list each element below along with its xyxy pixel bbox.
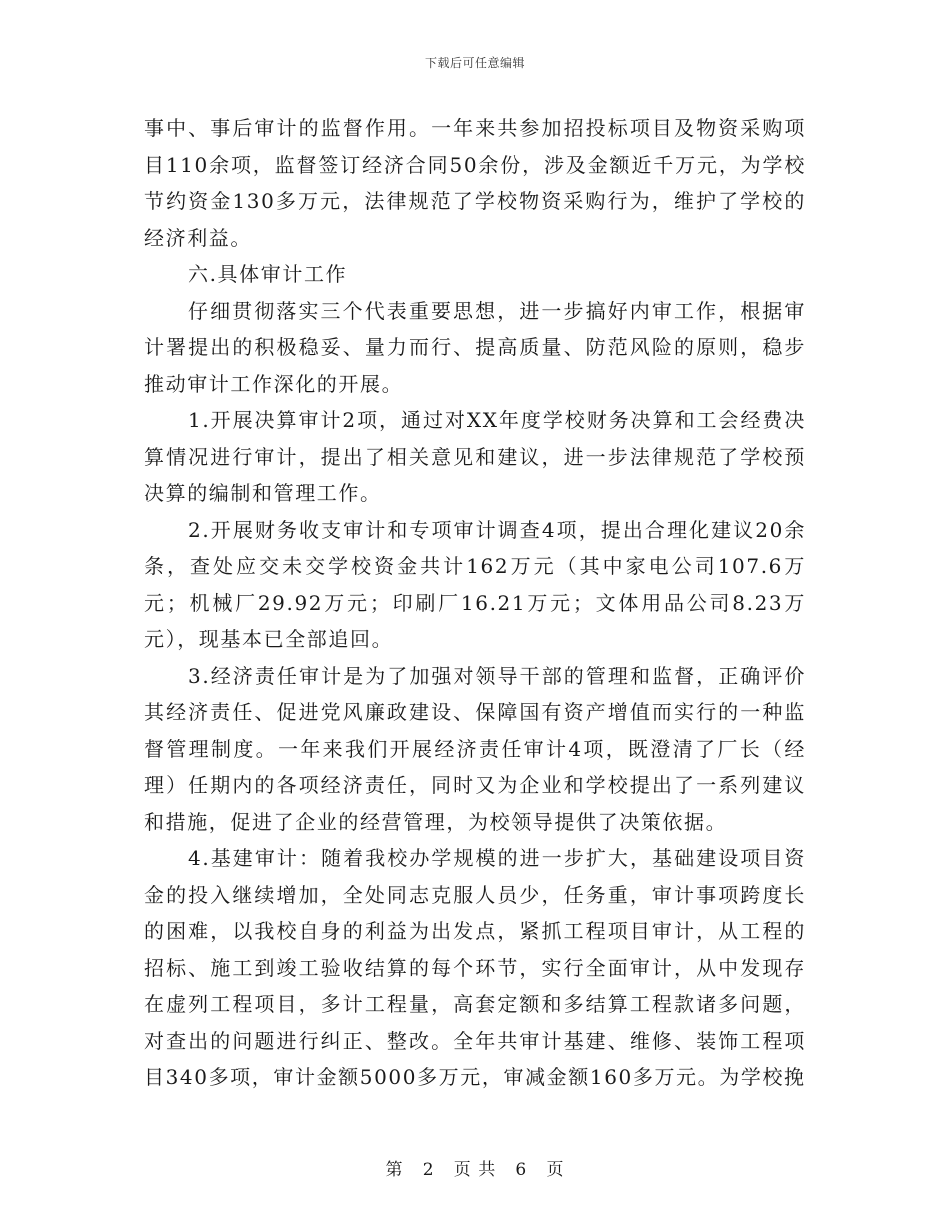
page-footer: [0, 1155, 950, 1180]
footer-middle: 页 共: [453, 1160, 497, 1180]
paragraph: 1.开展决算审计2项，通过对XX年度学校财务决算和工会经费决算情况进行审计，提出了相关意见和建议，进一步法律规范了学校预决算的编制和管理工作。: [144, 408, 806, 505]
paragraph: 2.开展财务收支审计和专项审计调查4项，提出合理化建议20余条，查处应交未交学校资金共计162万元（其中家电公司107.6万元；机械厂29.92万元；印刷厂16.21万元；文体用品公司8.23万元），现基本已全部追回。: [144, 517, 806, 651]
footer-suffix: 页: [546, 1160, 565, 1180]
footer-total-pages: 6: [515, 1160, 528, 1180]
header-text: 下载后可任意编辑: [424, 56, 525, 70]
paragraph: 仔细贯彻落实三个代表重要思想，进一步搞好内审工作，根据审计署提出的积极稳妥、量力而行、提高质量、防范风险的原则，稳步推动审计工作深化的开展。: [144, 298, 806, 396]
paragraph: 4.基建审计：随着我校办学规模的进一步扩大，基础建设项目资金的投入继续增加，全处同志克服人员少，任务重，审计事项跨度长的困难，以我校自身的利益为出发点，紧抓工程项目审计，从工程的招标、施工到竣工验收结算的每个环节，实行全面审计，从中发现存在虚列工程项目，多计工程量，高套定额和多结算工程款诸多问题，对查出的问题进行纠正、整改。全年共审计基建、维修、装饰工程项目340多项，审计金额5000多万元，审减金额160多万元。为学校挽: [144, 846, 806, 1089]
section-heading: 六.具体审计工作: [188, 262, 348, 286]
footer-page-number: 2: [422, 1160, 435, 1180]
page-header: [0, 54, 950, 71]
paragraph: 事中、事后审计的监督作用。一年来共参加招投标项目及物资采购项目110余项，监督签订经济合同50余份，涉及金额近千万元，为学校节约资金130多万元，法律规范了学校物资采购行为，维护了学校的经济利益。: [144, 116, 806, 250]
paragraph: 3.经济责任审计是为了加强对领导干部的管理和监督，正确评价其经济责任、促进党风廉政建设、保障国有资产增值而实行的一种监督管理制度。一年来我们开展经济责任审计4项，既澄清了厂长（经理）任期内的各项经济责任，同时又为企业和学校提出了一系列建议和措施，促进了企业的经营管理，为校领导提供了决策依据。: [144, 663, 806, 834]
footer-prefix: 第: [385, 1160, 404, 1180]
document-body: [144, 110, 806, 1096]
